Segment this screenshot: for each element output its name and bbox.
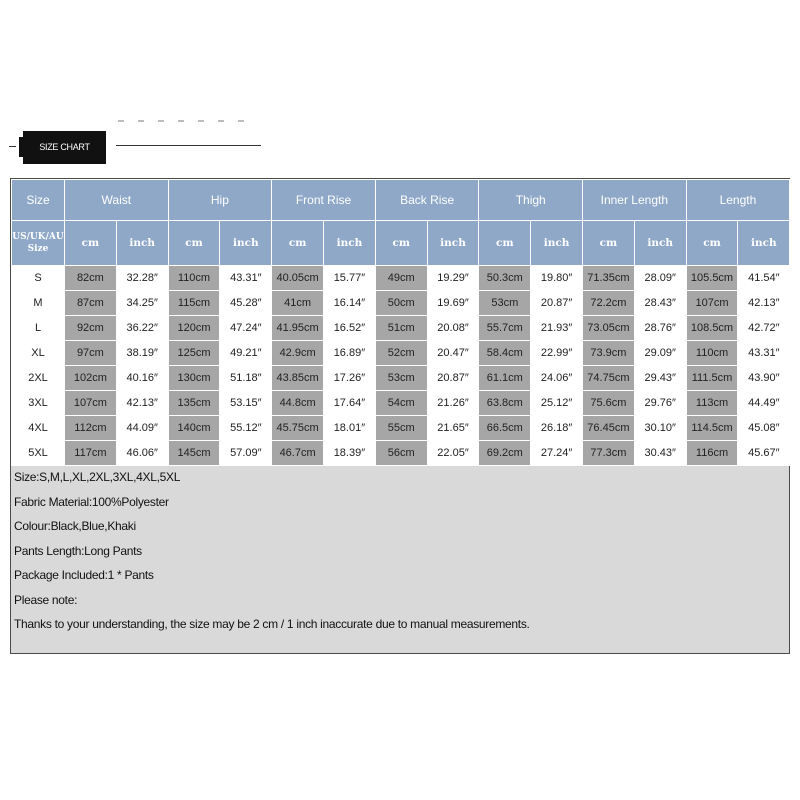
- size-header: Size: [12, 180, 65, 221]
- inch-value-cell: 42.72″: [738, 316, 790, 341]
- inch-value-cell: 49.21″: [220, 341, 272, 366]
- table-row: [12, 341, 790, 366]
- cm-value-cell: 50.3cm: [479, 266, 531, 291]
- cm-value-cell: 130cm: [168, 366, 220, 391]
- inch-value-cell: 45.67″: [738, 441, 790, 466]
- inch-value-cell: 55.12″: [220, 416, 272, 441]
- inch-value-cell: 27.24″: [531, 441, 583, 466]
- cm-value-cell: 44.8cm: [272, 391, 324, 416]
- cm-value-cell: 42.9cm: [272, 341, 324, 366]
- cm-value-cell: 55.7cm: [479, 316, 531, 341]
- group-header-length: Length: [686, 180, 790, 221]
- note-pants-length: Pants Length:Long Pants: [14, 543, 142, 558]
- cm-value-cell: 114.5cm: [686, 416, 738, 441]
- note-sizes: Size:S,M,L,XL,2XL,3XL,4XL,5XL: [14, 470, 181, 484]
- cm-value-cell: 43.85cm: [272, 366, 324, 391]
- cm-value-cell: 115cm: [168, 291, 220, 316]
- cm-value-cell: 102cm: [65, 366, 117, 391]
- inch-value-cell: 19.29″: [427, 266, 479, 291]
- cm-value-cell: 63.8cm: [479, 391, 531, 416]
- unit-cm-header: cm: [686, 221, 738, 266]
- group-header-hip: Hip: [168, 180, 272, 221]
- inch-value-cell: 43.90″: [738, 366, 790, 391]
- cm-value-cell: 135cm: [168, 391, 220, 416]
- header-rule: [116, 145, 261, 146]
- inch-value-cell: 21.65″: [427, 416, 479, 441]
- note-package: Package Included:1 * Pants: [14, 568, 154, 582]
- inch-value-cell: 28.43″: [634, 291, 686, 316]
- group-header-front-rise: Front Rise: [272, 180, 376, 221]
- cm-value-cell: 105.5cm: [686, 266, 738, 291]
- size-chart-badge: SIZE CHART: [23, 131, 106, 164]
- cm-value-cell: 76.45cm: [583, 416, 635, 441]
- size-cell: M: [12, 291, 65, 316]
- cm-value-cell: 66.5cm: [479, 416, 531, 441]
- cm-value-cell: 51cm: [375, 316, 427, 341]
- inch-value-cell: 45.08″: [738, 416, 790, 441]
- inch-value-cell: 45.28″: [220, 291, 272, 316]
- size-table: [11, 179, 790, 466]
- size-cell: 4XL: [12, 416, 65, 441]
- note-please-note: Please note:: [14, 592, 78, 607]
- cm-value-cell: 145cm: [168, 441, 220, 466]
- cm-value-cell: 87cm: [65, 291, 117, 316]
- inch-value-cell: 42.13″: [738, 291, 790, 316]
- inch-value-cell: 32.28″: [116, 266, 168, 291]
- note-disclaimer: Thanks to your understanding, the size may be 2 cm / 1 inch inaccurate due to manual measurements.: [14, 617, 530, 631]
- inch-value-cell: 43.31″: [738, 341, 790, 366]
- cm-value-cell: 56cm: [375, 441, 427, 466]
- unit-cm-header: cm: [375, 221, 427, 266]
- product-notes: [11, 465, 789, 637]
- table-row: [12, 366, 790, 391]
- table-row: [12, 391, 790, 416]
- cm-value-cell: 110cm: [168, 266, 220, 291]
- size-chart-header: [0, 118, 800, 168]
- cm-value-cell: 108.5cm: [686, 316, 738, 341]
- inch-value-cell: 41.54″: [738, 266, 790, 291]
- cm-value-cell: 72.2cm: [583, 291, 635, 316]
- size-cell: L: [12, 316, 65, 341]
- cm-value-cell: 112cm: [65, 416, 117, 441]
- cm-value-cell: 73.9cm: [583, 341, 635, 366]
- inch-value-cell: 16.14″: [324, 291, 376, 316]
- size-cell: S: [12, 266, 65, 291]
- inch-value-cell: 42.13″: [116, 391, 168, 416]
- header-dash: [9, 146, 16, 147]
- cm-value-cell: 82cm: [65, 266, 117, 291]
- cm-value-cell: 97cm: [65, 341, 117, 366]
- cm-value-cell: 46.7cm: [272, 441, 324, 466]
- inch-value-cell: 28.09″: [634, 266, 686, 291]
- inch-value-cell: 34.25″: [116, 291, 168, 316]
- group-header-row: [12, 180, 790, 221]
- size-cell: XL: [12, 341, 65, 366]
- table-row: [12, 291, 790, 316]
- cm-value-cell: 55cm: [375, 416, 427, 441]
- group-header-waist: Waist: [65, 180, 169, 221]
- cm-value-cell: 41cm: [272, 291, 324, 316]
- inch-value-cell: 21.26″: [427, 391, 479, 416]
- size-cell: 2XL: [12, 366, 65, 391]
- inch-value-cell: 29.09″: [634, 341, 686, 366]
- cm-value-cell: 71.35cm: [583, 266, 635, 291]
- inch-value-cell: 17.26″: [324, 366, 376, 391]
- inch-value-cell: 38.19″: [116, 341, 168, 366]
- inch-value-cell: 19.80″: [531, 266, 583, 291]
- inch-value-cell: 28.76″: [634, 316, 686, 341]
- cm-value-cell: 41.95cm: [272, 316, 324, 341]
- cm-value-cell: 73.05cm: [583, 316, 635, 341]
- cm-value-cell: 58.4cm: [479, 341, 531, 366]
- table-row: [12, 441, 790, 466]
- inch-value-cell: 43.31″: [220, 266, 272, 291]
- inch-value-cell: 18.39″: [324, 441, 376, 466]
- inch-value-cell: 15.77″: [324, 266, 376, 291]
- cm-value-cell: 107cm: [686, 291, 738, 316]
- table-row: [12, 266, 790, 291]
- cm-value-cell: 49cm: [375, 266, 427, 291]
- inch-value-cell: 26.18″: [531, 416, 583, 441]
- inch-value-cell: 44.09″: [116, 416, 168, 441]
- cm-value-cell: 40.05cm: [272, 266, 324, 291]
- unit-cm-header: cm: [479, 221, 531, 266]
- unit-inch-header: inch: [220, 221, 272, 266]
- cm-value-cell: 69.2cm: [479, 441, 531, 466]
- inch-value-cell: 25.12″: [531, 391, 583, 416]
- note-fabric: Fabric Material:100%Polyester: [14, 494, 169, 509]
- cm-value-cell: 52cm: [375, 341, 427, 366]
- inch-value-cell: 17.64″: [324, 391, 376, 416]
- note-colour: Colour:Black,Blue,Khaki: [14, 519, 136, 533]
- inch-value-cell: 44.49″: [738, 391, 790, 416]
- inch-value-cell: 19.69″: [427, 291, 479, 316]
- inch-value-cell: 20.08″: [427, 316, 479, 341]
- inch-value-cell: 36.22″: [116, 316, 168, 341]
- cm-value-cell: 77.3cm: [583, 441, 635, 466]
- cm-value-cell: 110cm: [686, 341, 738, 366]
- cm-value-cell: 111.5cm: [686, 366, 738, 391]
- cm-value-cell: 120cm: [168, 316, 220, 341]
- inch-value-cell: 53.15″: [220, 391, 272, 416]
- inch-value-cell: 47.24″: [220, 316, 272, 341]
- unit-cm-header: cm: [272, 221, 324, 266]
- inch-value-cell: 22.99″: [531, 341, 583, 366]
- inch-value-cell: 24.06″: [531, 366, 583, 391]
- cm-value-cell: 92cm: [65, 316, 117, 341]
- unit-inch-header: inch: [738, 221, 790, 266]
- unit-header-row: [12, 221, 790, 266]
- inch-value-cell: 57.09″: [220, 441, 272, 466]
- inch-value-cell: 16.89″: [324, 341, 376, 366]
- unit-inch-header: inch: [324, 221, 376, 266]
- size-cell: 5XL: [12, 441, 65, 466]
- inch-value-cell: 29.43″: [634, 366, 686, 391]
- unit-inch-header: inch: [427, 221, 479, 266]
- inch-value-cell: 40.16″: [116, 366, 168, 391]
- inch-value-cell: 51.18″: [220, 366, 272, 391]
- unit-inch-header: inch: [531, 221, 583, 266]
- cm-value-cell: 107cm: [65, 391, 117, 416]
- region-size-header: US/UK/AU Size: [12, 221, 65, 266]
- group-header-back-rise: Back Rise: [375, 180, 479, 221]
- cm-value-cell: 50cm: [375, 291, 427, 316]
- group-header-thigh: Thigh: [479, 180, 583, 221]
- inch-value-cell: 46.06″: [116, 441, 168, 466]
- unit-cm-header: cm: [168, 221, 220, 266]
- cm-value-cell: 53cm: [375, 366, 427, 391]
- inch-value-cell: 18.01″: [324, 416, 376, 441]
- inch-value-cell: 29.76″: [634, 391, 686, 416]
- cm-value-cell: 125cm: [168, 341, 220, 366]
- table-row: [12, 316, 790, 341]
- table-row: [12, 416, 790, 441]
- cm-value-cell: 116cm: [686, 441, 738, 466]
- inch-value-cell: 21.93″: [531, 316, 583, 341]
- inch-value-cell: 30.43″: [634, 441, 686, 466]
- header-dots: [118, 120, 258, 126]
- inch-value-cell: 20.47″: [427, 341, 479, 366]
- inch-value-cell: 30.10″: [634, 416, 686, 441]
- cm-value-cell: 75.6cm: [583, 391, 635, 416]
- unit-inch-header: inch: [634, 221, 686, 266]
- cm-value-cell: 74.75cm: [583, 366, 635, 391]
- inch-value-cell: 22.05″: [427, 441, 479, 466]
- unit-cm-header: cm: [65, 221, 117, 266]
- inch-value-cell: 20.87″: [531, 291, 583, 316]
- unit-cm-header: cm: [583, 221, 635, 266]
- cm-value-cell: 140cm: [168, 416, 220, 441]
- size-rows: [12, 266, 790, 466]
- cm-value-cell: 117cm: [65, 441, 117, 466]
- cm-value-cell: 45.75cm: [272, 416, 324, 441]
- cm-value-cell: 53cm: [479, 291, 531, 316]
- inch-value-cell: 16.52″: [324, 316, 376, 341]
- group-header-inner-length: Inner Length: [583, 180, 687, 221]
- cm-value-cell: 54cm: [375, 391, 427, 416]
- cm-value-cell: 61.1cm: [479, 366, 531, 391]
- size-chart-sheet: [10, 178, 790, 654]
- size-cell: 3XL: [12, 391, 65, 416]
- unit-inch-header: inch: [116, 221, 168, 266]
- inch-value-cell: 20.87″: [427, 366, 479, 391]
- cm-value-cell: 113cm: [686, 391, 738, 416]
